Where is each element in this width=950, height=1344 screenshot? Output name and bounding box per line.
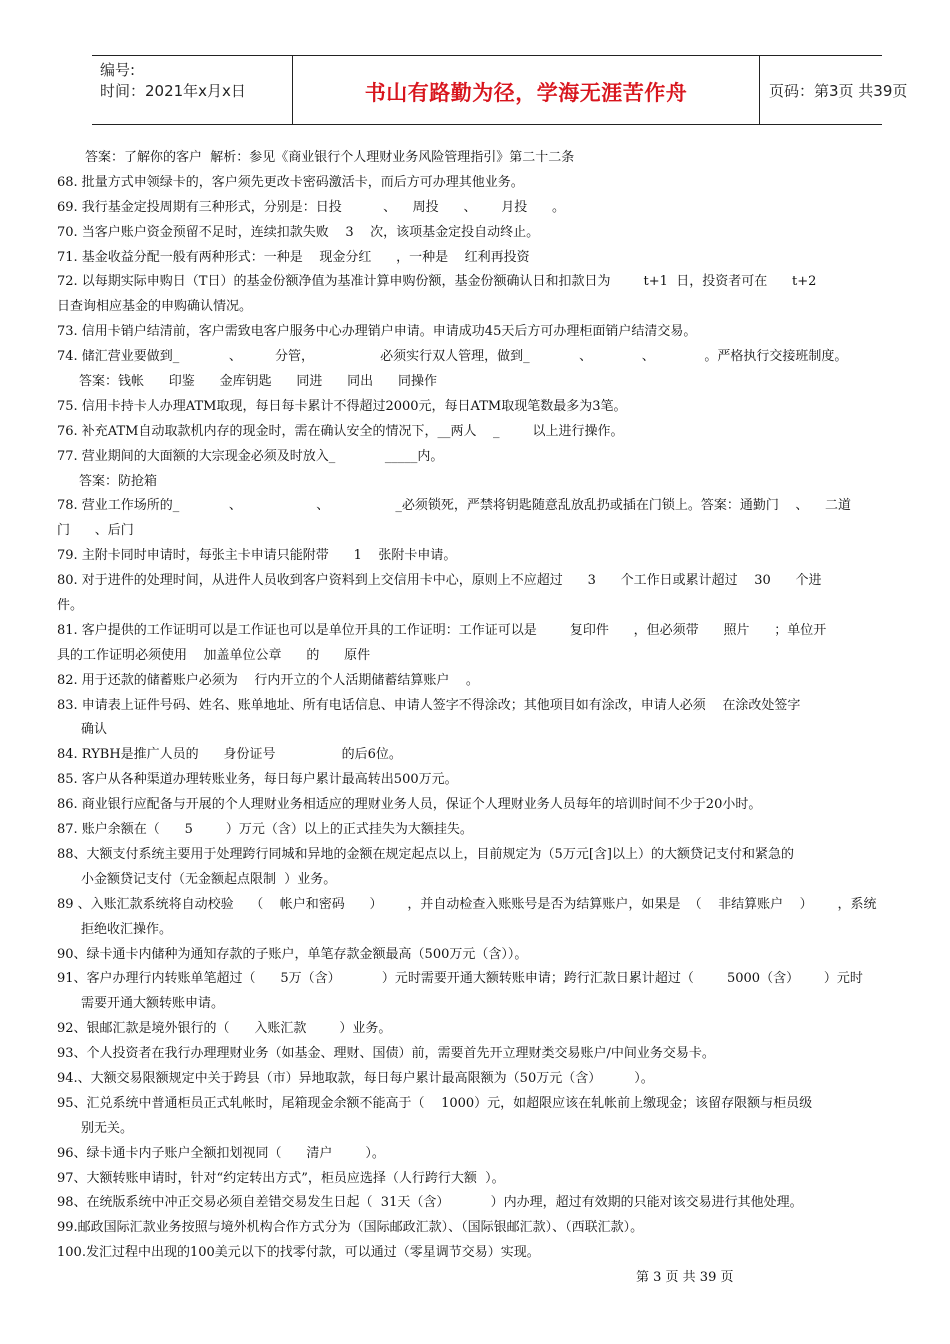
question-line: 确认 bbox=[81, 722, 108, 738]
header-motto: 书山有路勤为径，学海无涯苦作舟 bbox=[364, 81, 688, 105]
question-line: 拒绝收汇操作。 bbox=[81, 921, 173, 937]
question-line: 97、大额转账申请时，针对“约定转出方式”，柜员应选择（人行跨行大额 ）。 bbox=[57, 1170, 505, 1186]
question-line: 90、绿卡通卡内储种为通知存款的子账户，单笔存款金额最高（500万元（含））。 bbox=[57, 946, 528, 962]
question-line: 73. 信用卡销户结清前，客户需致电客户服务中心办理销户申请。申请成功45天后方可办理柜面销户结清交易。 bbox=[57, 324, 697, 340]
page-footer: 第 3 页 共 39 页 bbox=[636, 1270, 734, 1285]
question-line: 93、个人投资者在我行办理理财业务（如基金、理财、国债）前，需要首先开立理财类交易账户/中间业务交易卡。 bbox=[57, 1046, 715, 1062]
question-line: 小金额贷记支付（无金额起点限制 ）业务。 bbox=[81, 871, 337, 887]
question-line: 74. 储汇营业要做到_ 、 分管， 必须实行双人管理，做到_ 、 、 。严格执行交接班制度。 bbox=[57, 349, 848, 365]
question-line: 78. 营业工作场所的_ 、 、 _必须锁死，严禁将钥匙随意乱放乱扔或插在门锁上。答案：通勤门 、 二道 bbox=[57, 498, 851, 514]
question-line: 88、大额支付系统主要用于处理跨行同城和异地的金额在规定起点以上，目前规定为（5万元[含]以上）的大额贷记支付和紧急的 bbox=[57, 846, 794, 862]
question-line: 77. 营业期间的大面额的大宗现金必须及时放入_ _____内。 bbox=[57, 448, 444, 464]
question-line: 96、绿卡通卡内子账户全额扣划视同（ 清户 ）。 bbox=[57, 1145, 385, 1161]
header-middle-cell bbox=[292, 56, 760, 124]
question-line: 75. 信用卡持卡人办理ATM取现，每日每卡累计不得超过2000元，每日ATM取现笔数最多为3笔。 bbox=[57, 398, 627, 414]
question-line: 94.、大额交易限额规定中关于跨县（市）异地取款，每日每户累计最高限额为（50万元（含） ）。 bbox=[57, 1070, 654, 1086]
question-line: 需要开通大额转账申请。 bbox=[81, 996, 225, 1012]
question-line: 答案：钱帐 印鉴 金库钥匙 同进 同出 同操作 bbox=[79, 374, 437, 390]
question-line: 86. 商业银行应配备与开展的个人理财业务相适应的理财业务人员，保证个人理财业务人员每年的培训时间不少于20小时。 bbox=[57, 797, 762, 813]
question-line: 别无关。 bbox=[81, 1120, 134, 1136]
question-line: 92、银邮汇款是境外银行的（ 入账汇款 ）业务。 bbox=[57, 1021, 392, 1037]
question-line: 79. 主附卡同时申请时，每张主卡申请只能附带 1 张附卡申请。 bbox=[57, 548, 457, 564]
question-line: 答案：了解你的客户 解析：参见《商业银行个人理财业务风险管理指引》第二十二条 bbox=[85, 150, 575, 165]
question-line: 80. 对于进件的处理时间，从进件人员收到客户资料到上交信用卡中心，原则上不应超过 3 个工作日或累计超过 30 个进 bbox=[57, 573, 822, 589]
question-line: 72. 以每期实际申购日（T日）的基金份额净值为基准计算申购份额，基金份额确认日和扣款日为 t+1 日，投资者可在 t+2 bbox=[57, 274, 817, 290]
question-list bbox=[57, 146, 883, 1266]
document-time-label: 时间：2021年x月x日 bbox=[100, 82, 246, 100]
header-page-label: 页码：第3页 共39页 bbox=[769, 82, 908, 100]
question-line: 99.邮政国际汇款业务按照与境外机构合作方式分为（国际邮政汇款）、（国际银邮汇款）、（西联汇款）。 bbox=[57, 1220, 644, 1236]
question-line: 68. 批量方式申领绿卡的，客户须先更改卡密码激活卡，而后方可办理其他业务。 bbox=[57, 174, 524, 190]
document-number-label: 编号: bbox=[100, 61, 136, 79]
question-line: 82. 用于还款的储蓄账户必须为 行内开立的个人活期储蓄结算账户 。 bbox=[57, 672, 479, 688]
header-left-cell bbox=[92, 56, 292, 124]
question-line: 85. 客户从各种渠道办理转账业务，每日每户累计最高转出500万元。 bbox=[57, 772, 458, 788]
question-line: 件。 bbox=[57, 598, 84, 614]
question-line: 日查询相应基金的申购确认情况。 bbox=[57, 299, 253, 315]
question-line: 71. 基金收益分配一般有两种形式：一种是 现金分红 ，一种是 红利再投资 bbox=[57, 249, 530, 265]
question-line: 81. 客户提供的工作证明可以是工作证也可以是单位开具的工作证明：工作证可以是 复印件 ，但必须带 照片 ；单位开 bbox=[57, 622, 827, 638]
question-line: 98、在统版系统中冲正交易必须自差错交易发生日起（ 31天（含） ）内办理，超过有效期的只能对该交易进行其他处理。 bbox=[57, 1195, 803, 1211]
question-line: 84. RYBH是推广人员的 身份证号 的后6位。 bbox=[57, 747, 402, 763]
question-line: 83. 申请表上证件号码、姓名、账单地址、所有电话信息、申请人签字不得涂改；其他项目如有涂改，申请人必须 在涂改处签字 bbox=[57, 697, 801, 713]
header-right-cell bbox=[759, 56, 908, 124]
question-line: 95、汇兑系统中普通柜员正式轧帐时，尾箱现金余额不能高于（ 1000）元，如超限应该在轧帐前上缴现金；该留存限额与柜员级 bbox=[57, 1095, 813, 1111]
question-line: 87. 账户余额在（ 5 ）万元（含）以上的正式挂失为大额挂失。 bbox=[57, 822, 473, 838]
question-line: 100.发汇过程中出现的100美元以下的找零付款，可以通过（零星调节交易）实现。 bbox=[57, 1245, 540, 1261]
question-line: 69. 我行基金定投周期有三种形式，分别是：日投 、 周投 、 月投 。 bbox=[57, 199, 566, 215]
question-line: 答案：防抢箱 bbox=[79, 473, 158, 489]
question-line: 门 、后门 bbox=[57, 523, 134, 539]
question-line: 89 、入账汇款系统将自动校验 （ 帐户和密码 ） ，并自动检查入账账号是否为结算账户，如果是 （ 非结算账户 ） ，系统 bbox=[57, 896, 877, 912]
question-line: 91、客户办理行内转账单笔超过（ 5万（含） ）元时需要开通大额转账申请；跨行汇款日累计超过（ 5000（含） ）元时 bbox=[57, 971, 863, 987]
page-header bbox=[92, 55, 908, 125]
question-line: 76. 补充ATM自动取款机内存的现金时，需在确认安全的情况下，__两人 _ 以上进行操作。 bbox=[57, 423, 624, 439]
question-line: 具的工作证明必须使用 加盖单位公章 的 原件 bbox=[57, 647, 371, 663]
question-line: 70. 当客户账户资金预留不足时，连续扣款失败 3 次，该项基金定投自动终止。 bbox=[57, 224, 540, 240]
